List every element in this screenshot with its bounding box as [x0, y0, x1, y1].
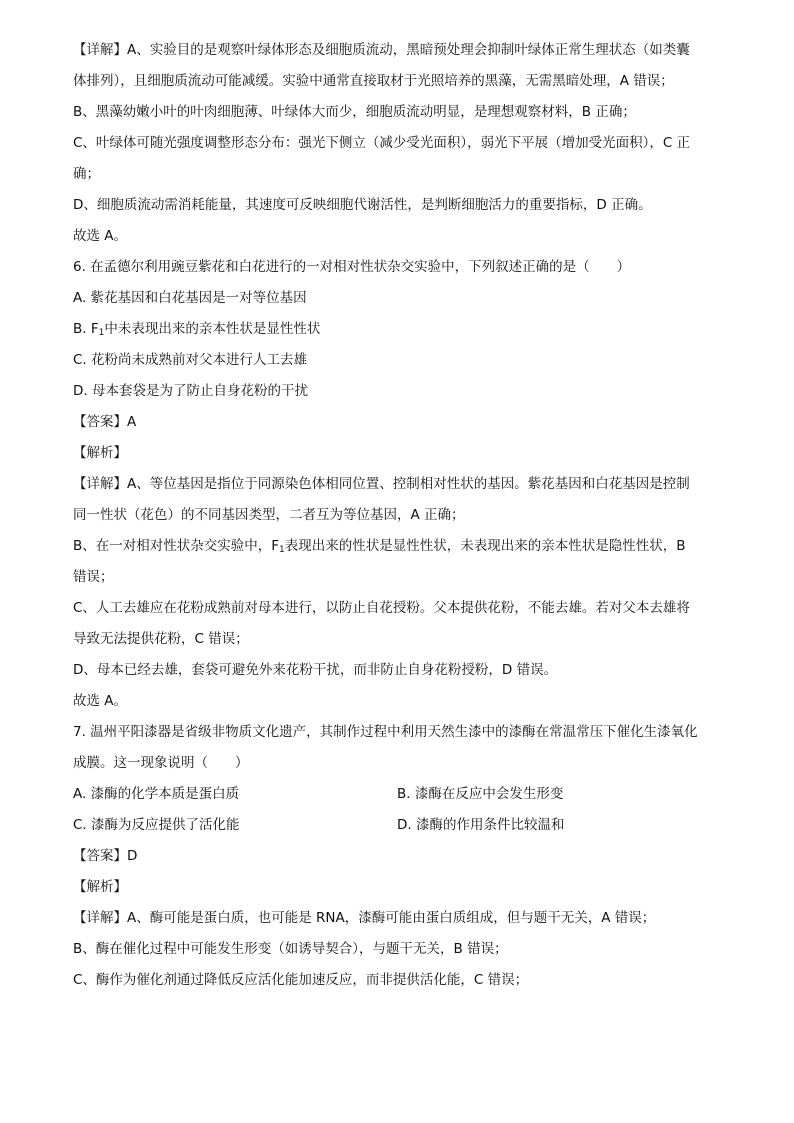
q7-answer: 【答案】D [73, 848, 138, 864]
q7-detail-line-3: C、酶作为催化剂通过降低反应活化能加速反应，而非提供活化能，C 错误； [73, 972, 529, 988]
q6-detail-line-7: D、母本已经去雄，套袋可避免外来花粉干扰，而非防止自身花粉授粉，D 错误。 [73, 662, 558, 678]
q6-option-b [73, 319, 723, 343]
q7-options-row-2 [73, 815, 723, 835]
q7-options-row-1 [73, 784, 723, 804]
q6-option-a: A. 紫花基因和白花基因是一对等位基因 [73, 290, 307, 306]
q7-option-c: C. 漆酶为反应提供了活化能 [73, 817, 240, 833]
q5-detail-line-5: 确； [73, 166, 100, 182]
q6-answer: 【答案】A [73, 414, 137, 430]
q7-detail-line-2: B、酶在催化过程中可能发生形变（如诱导契合），与题干无关，B 错误； [73, 941, 508, 957]
q6-option-b-prefix: B. F [73, 321, 99, 337]
q6-detail-line-3 [73, 536, 723, 560]
q5-detail-line-4: C、叶绿体可随光强度调整形态分布：强光下侧立（减少受光面积），弱光下平展（增加受光面积），C 正 [73, 135, 691, 151]
q6-detail-line-4: 错误； [73, 569, 114, 585]
q6-detail-line-1: 【详解】A、等位基因是指位于同源染色体相同位置、控制相对性状的基因。紫花基因和白花基因是控制 [73, 476, 690, 492]
q6-option-d: D. 母本套袋是为了防止自身花粉的干扰 [73, 383, 308, 399]
q6-detail-line-6: 导致无法提供花粉，C 错误； [73, 631, 249, 647]
q7-detail-line-1: 【详解】A、酶可能是蛋白质，也可能是 RNA，漆酶可能由蛋白质组成，但与题干无关，A 错误； [73, 910, 656, 926]
q5-detail-line-1: 【详解】A、实验目的是观察叶绿体形态及细胞质流动，黑暗预处理会抑制叶绿体正常生理状态（如类囊 [73, 42, 690, 58]
q5-detail-line-3: B、黑藻幼嫩小叶的叶肉细胞薄、叶绿体大而少，细胞质流动明显，是理想观察材料，B 正确； [73, 104, 636, 120]
q6-option-b-subscript: 1 [98, 328, 105, 338]
q7-stem-line-1: 7. 温州平阳漆器是省级非物质文化遗产，其制作过程中利用天然生漆中的漆酶在常温常压下催化生漆氧化 [73, 724, 698, 740]
q7-option-b: B. 漆酶在反应中会发生形变 [397, 786, 564, 802]
q6-option-b-suffix: 中未表现出来的亲本性状是显性性状 [104, 321, 321, 337]
q5-detail-line-6: D、细胞质流动需消耗能量，其速度可反映细胞代谢活性，是判断细胞活力的重要指标，D 正确。 [73, 197, 652, 213]
q7-stem-line-2: 成膜。这一现象说明（ ） [73, 755, 249, 771]
q6-detail-line-3-prefix: B、在一对相对性状杂交实验中，F [73, 538, 280, 554]
q6-option-c: C. 花粉尚未成熟前对父本进行人工去雄 [73, 352, 308, 368]
q6-detail-line-5: C、人工去雄应在花粉成熟前对母本进行，以防止自花授粉。父本提供花粉，不能去雄。若对父本去雄将 [73, 600, 690, 616]
q6-detail-line-2: 同一性状（花色）的不同基因类型，二者互为等位基因，A 正确； [73, 507, 465, 523]
q6-stem: 6. 在孟德尔利用豌豆紫花和白花进行的一对相对性状杂交实验中，下列叙述正确的是（ ） [73, 259, 631, 275]
q6-detail-line-3-subscript: 1 [279, 545, 285, 555]
q7-option-a: A. 漆酶的化学本质是蛋白质 [73, 786, 240, 802]
q6-analysis-label: 【解析】 [73, 445, 127, 461]
q5-detail-line-2: 体排列），且细胞质流动可能减缓。实验中通常直接取材于光照培养的黑藻，无需黑暗处理，A 错误； [73, 73, 674, 89]
q7-analysis-label: 【解析】 [73, 879, 127, 895]
q5-conclusion: 故选 A。 [73, 228, 128, 244]
q6-detail-line-3-suffix: 表现出来的性状是显性性状，未表现出来的亲本性状是隐性性状，B [284, 538, 686, 554]
q7-option-d: D. 漆酶的作用条件比较温和 [397, 817, 565, 833]
q6-conclusion: 故选 A。 [73, 693, 128, 709]
